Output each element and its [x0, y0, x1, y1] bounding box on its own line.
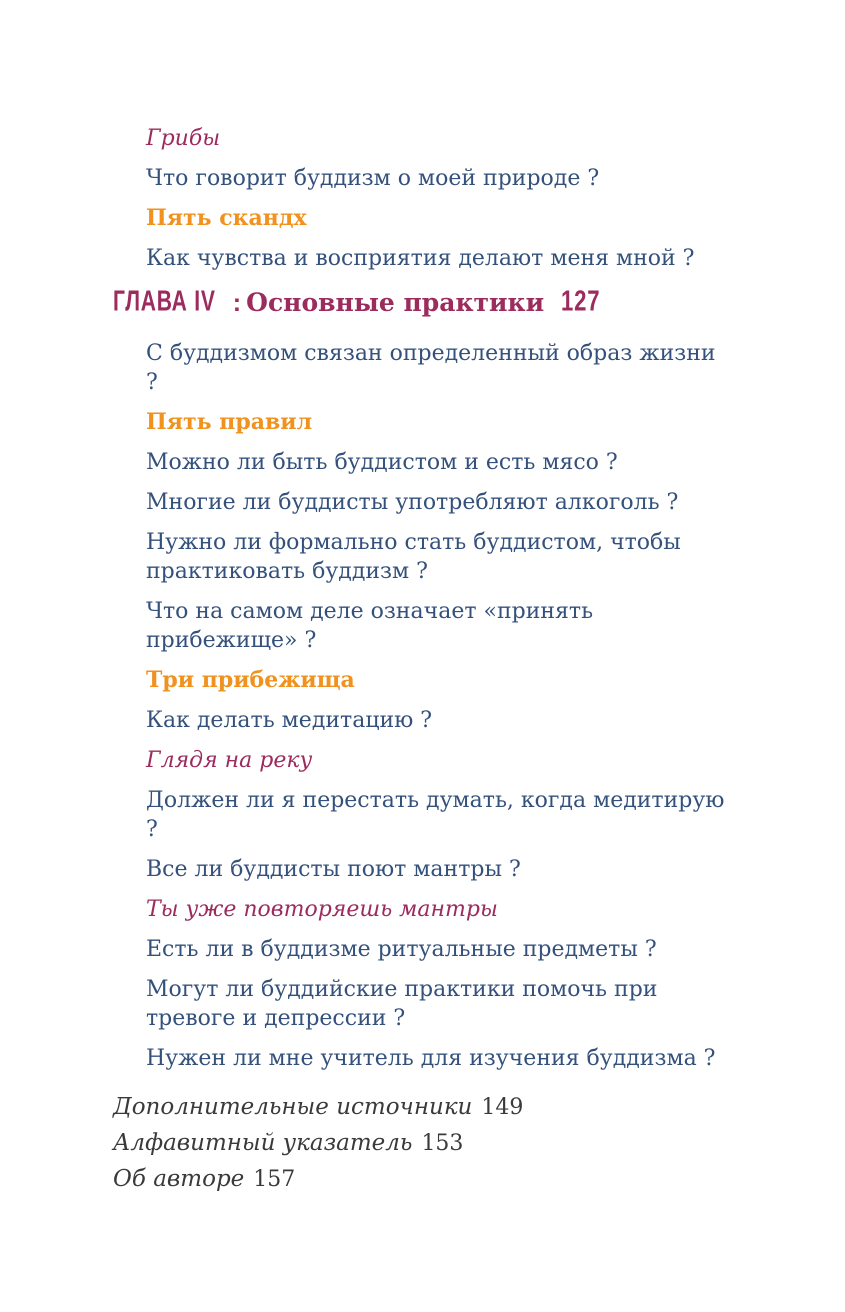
backmatter-page-number: 149 [481, 1095, 524, 1120]
backmatter-title: Дополнительные источники [113, 1094, 473, 1120]
backmatter-title: Алфавитный указатель [113, 1130, 413, 1156]
toc-entry-question: Все ли буддисты поют мантры ? [146, 857, 521, 882]
toc-entry-question [113, 528, 733, 586]
toc-entry-story: Грибы [146, 126, 221, 151]
toc-entry-question: Как чувства и восприятия делают меня мной ? [146, 246, 695, 271]
chapter-label: ГЛАВА IV [113, 285, 216, 317]
question-line: Нужно ли формально стать буддистом, чтобы [146, 530, 681, 555]
toc-entry-subhead: Пять скандх [146, 205, 307, 231]
toc-entry-question [113, 975, 733, 1033]
question-line: тревоге и депрессии ? [146, 1006, 406, 1031]
back-matter-section [113, 1092, 733, 1195]
toc-entry-question: Что говорит буддизм о моей природе ? [146, 166, 600, 191]
toc-entry-subhead: Три прибежища [146, 667, 355, 693]
backmatter-page-number: 153 [421, 1131, 464, 1156]
backmatter-entry [113, 1092, 733, 1123]
question-line: Что на самом деле означает «принять [146, 599, 594, 624]
toc-entry-question: Нужен ли мне учитель для изучения буддизма ? [146, 1046, 716, 1071]
backmatter-entry [113, 1164, 733, 1195]
question-line: практиковать буддизм ? [146, 559, 428, 584]
question-line: Могут ли буддийские практики помочь при [146, 977, 658, 1002]
backmatter-entry [113, 1128, 733, 1159]
chapter-page-number: 127 [561, 285, 601, 317]
backmatter-title: Об авторе [113, 1166, 245, 1192]
toc-entry-question: С буддизмом связан определенный образ жизни ? [146, 341, 716, 395]
toc-entry-question: Должен ли я перестать думать, когда медитирую ? [146, 788, 725, 842]
chapter-heading [113, 284, 733, 324]
chapter-title: Основные практики [246, 288, 545, 317]
toc-entry-story: Ты уже повторяешь мантры [146, 897, 498, 922]
question-line: прибежище» ? [146, 628, 317, 653]
toc-page [113, 124, 733, 1200]
backmatter-page-number: 157 [253, 1167, 296, 1192]
toc-entry-question: Многие ли буддисты употребляют алкоголь ? [146, 490, 679, 515]
toc-entry-question: Как делать медитацию ? [146, 708, 433, 733]
toc-entry-question: Есть ли в буддизме ритуальные предметы ? [146, 937, 657, 962]
toc-entry-question: Можно ли быть буддистом и есть мясо ? [146, 450, 618, 475]
toc-entry-story: Глядя на реку [146, 748, 313, 773]
toc-entry-subhead: Пять правил [146, 409, 313, 435]
toc-entry-question [113, 597, 733, 655]
chapter-separator: : [232, 289, 242, 317]
